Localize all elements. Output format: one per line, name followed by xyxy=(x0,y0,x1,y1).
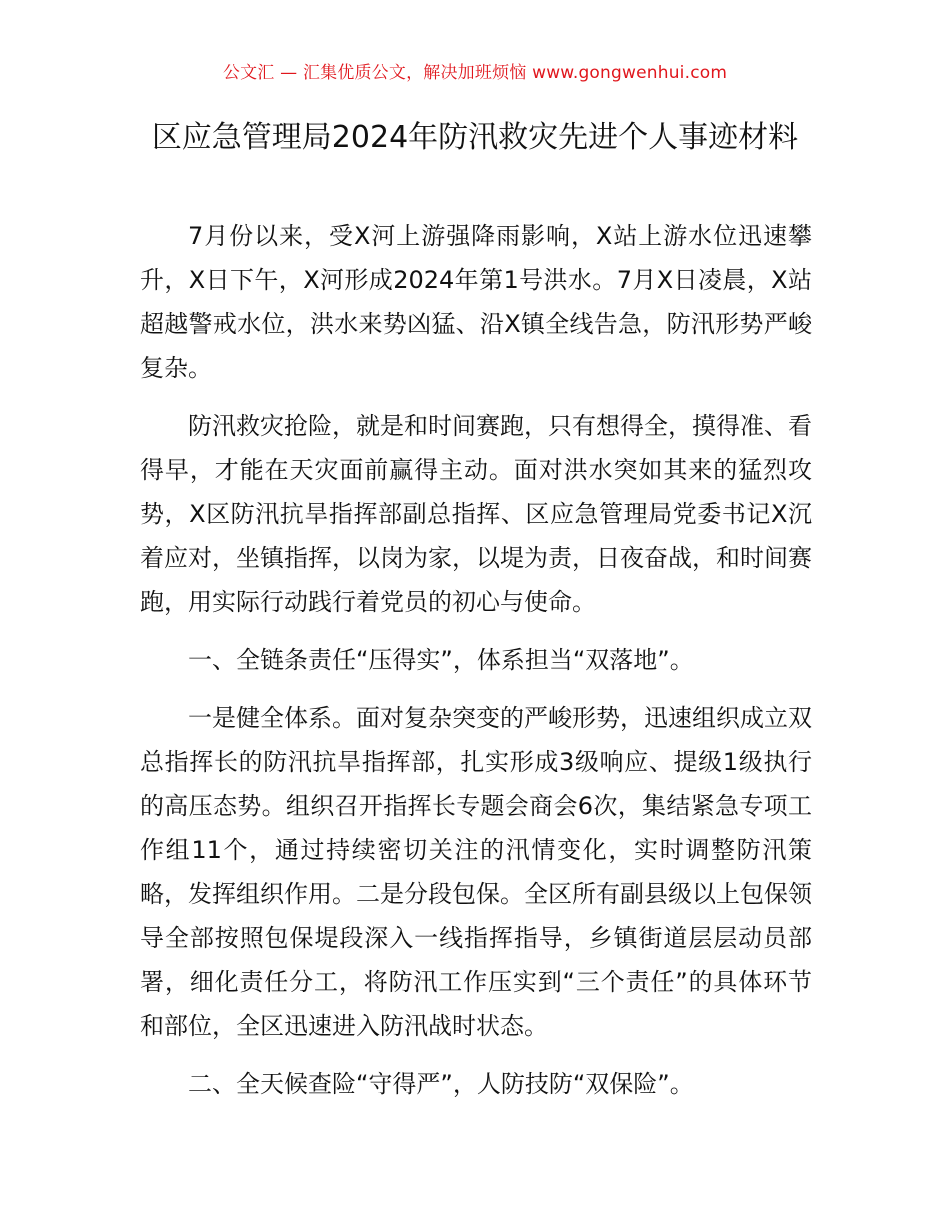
paragraph-section-1: 一是健全体系。面对复杂突变的严峻形势，迅速组织成立双总指挥长的防汛抗旱指挥部，扎实形成3级响应、提级1级执行的高压态势。组织召开指挥长专题会商会6次，集结紧急专项工作组11个，通过持续密切关注的汛情变化，实时调整防汛策略，发挥组织作用。二是分段包保。全区所有副县级以上包保领导全部按照包保堤段深入一线指挥指导，乡镇街道层层动员部署，细化责任分工，将防汛工作压实到“三个责任”的具体环节和部位，全区迅速进入防汛战时状态。 xyxy=(140,704,812,1040)
section-heading-1: 一、全链条责任“压得实”，体系担当“双落地”。 xyxy=(188,646,694,674)
paragraph-intro: 7月份以来，受X河上游强降雨影响，X站上游水位迅速攀升，X日下午，X河形成2024年第1号洪水。7月X日凌晨，X站超越警戒水位，洪水来势凶猛、沿X镇全线告急，防汛形势严峻复杂。 xyxy=(140,222,812,382)
document-body xyxy=(140,214,812,1120)
paragraph-overview: 防汛救灾抢险，就是和时间赛跑，只有想得全，摸得准、看得早，才能在天灾面前赢得主动。面对洪水突如其来的猛烈攻势，X区防汛抗旱指挥部副总指挥、区应急管理局党委书记X沉着应对，坐镇指挥，以岗为家，以堤为责，日夜奋战，和时间赛跑，用实际行动践行着党员的初心与使命。 xyxy=(140,412,812,616)
section-heading-2: 二、全天候查险“守得严”，人防技防“双保险”。 xyxy=(188,1070,694,1098)
site-banner: 公文汇 — 汇集优质公文，解决加班烦恼 www.gongwenhui.com xyxy=(222,63,728,83)
document-title: 区应急管理局2024年防汛救灾先进个人事迹材料 xyxy=(151,120,799,155)
